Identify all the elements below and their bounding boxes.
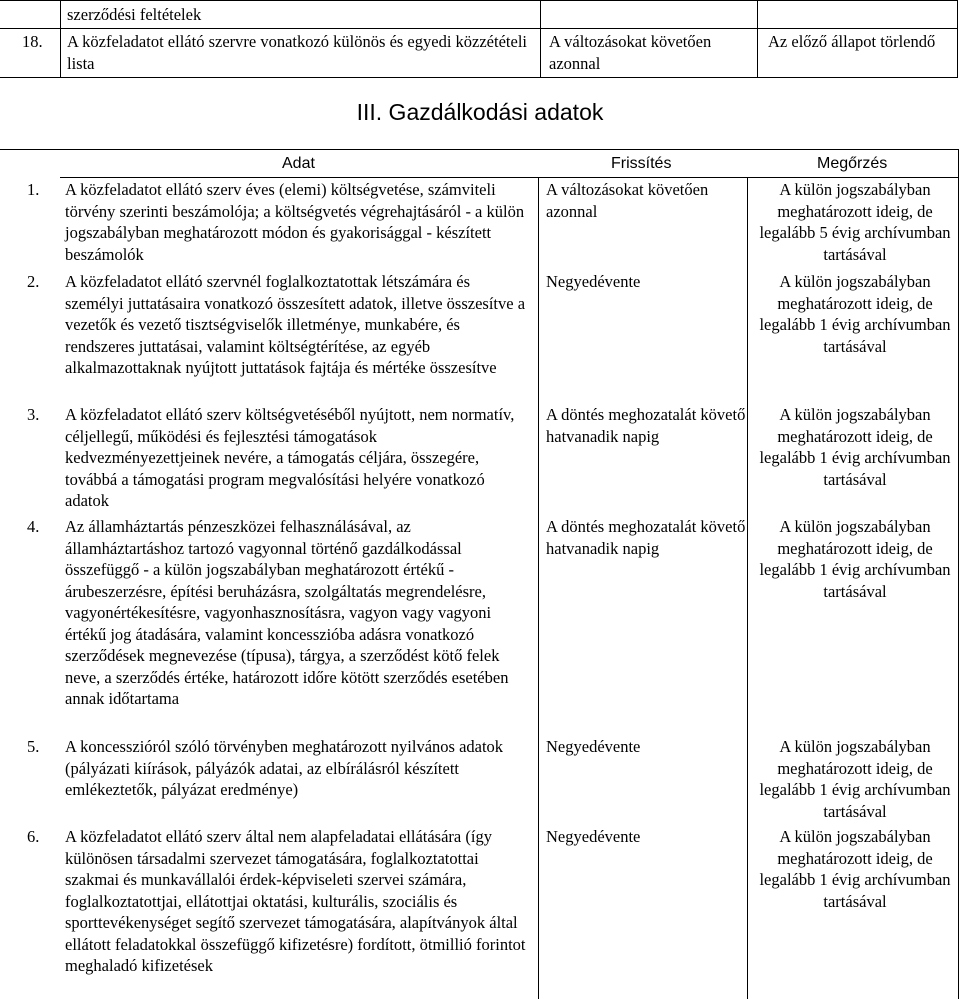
- row-retention: A külön jogszabályban meghatározott ideig, de legalább 1 évig archívumban tartásával: [759, 405, 951, 489]
- row-retention: A külön jogszabályban meghatározott ideig, de legalább 5 évig archívumban tartásával: [759, 180, 951, 264]
- continuation-freq-cell: [541, 1, 758, 29]
- row-description: A közfeladatot ellátó szervnél foglalkoztatottak létszámára és személyi juttatásaira vonatkozó összesített adatok, illetve összesítve a vezetők és vezető tisztségviselők illetménye, munkabére, és rendszeres juttatásai, valamint költségtérítése, az egyéb alkalmazottaknak nyújtott juttatások fajtája és mértéke összesítve: [65, 272, 526, 377]
- row-description: A közfeladatot ellátó szerv költségvetéséből nyújtott, nem normatív, céljellegű, működési és fejlesztési támogatások kedvezményezettjeinek nevére, a támogatás céljára, összegére, továbbá a támogatási program megvalósítási helyére vonatkozó adatok: [65, 405, 515, 510]
- row-retention: A külön jogszabályban meghatározott ideig, de legalább 1 évig archívumban tartásával: [759, 737, 951, 821]
- header-adat: Adat: [282, 155, 315, 172]
- row-number: 5.: [27, 737, 40, 756]
- row-retention: A külön jogszabályban meghatározott ideig, de legalább 1 évig archívumban tartásával: [759, 272, 951, 356]
- section-title: III. Gazdálkodási adatok: [356, 99, 604, 125]
- row-number: 4.: [27, 517, 40, 536]
- row-frequency: Negyedévente: [546, 827, 641, 846]
- row-retention: A külön jogszabályban meghatározott ideig, de legalább 1 évig archívumban tartásával: [759, 517, 951, 601]
- row-description: A koncesszióról szóló törvényben meghatározott nyilvános adatok (pályázati kiírások, pályázók adatai, az elbírálásról készített emlékeztetők, pályázat eredménye): [65, 737, 504, 799]
- table-header-row: [0, 149, 959, 178]
- row-18-retention: Az előző állapot törlendő: [758, 29, 958, 78]
- continuation-retention-cell: [758, 1, 958, 29]
- row-number: 6.: [27, 827, 40, 846]
- row-18-frequency: A változásokat követően azonnal: [541, 29, 758, 78]
- header-megorzes: Megőrzés: [817, 155, 888, 172]
- row-number: 2.: [27, 272, 40, 291]
- row-number: 1.: [27, 180, 40, 199]
- row-18-description: A közfeladatot ellátó szervre vonatkozó különös és egyedi közzétételi lista: [61, 29, 541, 78]
- row-description: Az államháztartás pénzeszközei felhasználásával, az államháztartáshoz tartozó vagyonnal történő gazdálkodással összefüggő - a külön jogszabályban meghatározott értékű - árubeszerzésre, építési beruházásra, szolgáltatás megrendelésre, vagyonértékesítésre, vagyonhasznosításra, vagyon vagy vagyoni értékű jog átadására, valamint koncesszióba adásra vonatkozó szerződések megnevezése (típusa), tárgya, a szerződést kötő felek neve, a szerződés értéke, határozott időre kötött szerződés esetében annak időtartama: [65, 517, 509, 708]
- column-divider-2: [747, 177, 748, 999]
- header-bottom-border: [60, 177, 958, 178]
- column-divider-1: [538, 177, 539, 999]
- row-number: 3.: [27, 405, 40, 424]
- row-frequency: A változásokat követően azonnal: [546, 180, 709, 221]
- header-frissites: Frissítés: [611, 155, 672, 172]
- row-retention: A külön jogszabályban meghatározott ideig, de legalább 1 évig archívumban tartásával: [759, 827, 951, 911]
- row-description: A közfeladatot ellátó szerv által nem alapfeladatai ellátására (így különösen társadalmi szervezet támogatására, foglalkoztatottai szakmai és munkavállalói érdek-képviseleti szervei számára, foglalkoztatottjai, ellátottjai oktatási, kulturális, szociális és sporttevékenységet segítő szervezet támogatására, alapítványok által ellátott feladatokkal összefüggő kifizetésre) fordított, ötmillió forintot meghaladó kifizetések: [65, 827, 526, 975]
- row-description: A közfeladatot ellátó szerv éves (elemi) költségvetése, számviteli törvény szerinti beszámolója; a költségvetés végrehajtásáról - a külön jogszabályban meghatározott módon és gyakorisággal - készített beszámolók: [65, 180, 525, 264]
- continuation-num-cell: [0, 1, 61, 29]
- row-frequency: Negyedévente: [546, 737, 641, 756]
- previous-section-table: [0, 0, 958, 78]
- row-frequency: A döntés meghozatalát követő hatvanadik napig: [546, 405, 746, 446]
- row-frequency: Negyedévente: [546, 272, 641, 291]
- continuation-row: [0, 1, 958, 29]
- continuation-text: szerződési feltételek: [61, 1, 541, 29]
- row-frequency: A döntés meghozatalát követő hatvanadik napig: [546, 517, 746, 558]
- table-row-18: [0, 29, 958, 78]
- table-right-border: [958, 149, 959, 999]
- row-18-number: 18.: [0, 29, 61, 78]
